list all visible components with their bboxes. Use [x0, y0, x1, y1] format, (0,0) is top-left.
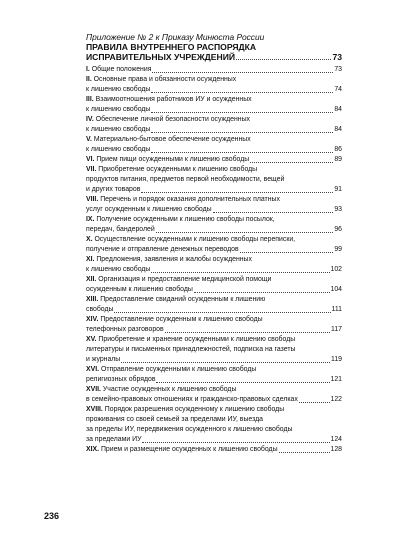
toc-entry-page-number: 119	[331, 356, 342, 363]
toc-entry	[86, 135, 342, 155]
toc-entry-text: в семейно-правовых отношениях и гражданско-правовых сделках	[86, 396, 298, 403]
leader-dots	[151, 272, 329, 273]
title-line-2	[86, 52, 342, 62]
toc-entry-number: XVIII.	[86, 406, 103, 413]
toc-entry-text: и других товаров	[86, 186, 141, 193]
toc-entry-number: II.	[86, 76, 92, 83]
toc-entry-heading-line	[86, 165, 342, 175]
toc-entry-text: передач, бандеролей	[86, 226, 155, 233]
leader-dots	[279, 452, 330, 453]
toc-entry	[86, 115, 342, 135]
toc-entry-text: Перечень и порядок оказания дополнительных платных	[100, 196, 280, 203]
leader-dots	[165, 332, 330, 333]
toc-entry	[86, 335, 342, 365]
toc-entry-text: Общие положения	[91, 66, 152, 73]
toc-entry-text: свободы	[86, 306, 114, 313]
toc-entry-continuation-line	[86, 435, 342, 445]
toc-entry-page-number: 102	[330, 266, 342, 273]
leader-dots	[151, 92, 333, 93]
leader-dots	[151, 112, 333, 113]
toc-entry-text: телефонных разговоров	[86, 326, 164, 333]
toc-entry-text: Обеспечение личной безопасности осужденных	[95, 116, 250, 123]
toc-entry-continuation-line	[86, 345, 342, 355]
toc-entry	[86, 365, 342, 385]
toc-entry-page-number: 124	[330, 436, 342, 443]
toc-entry-text: Приобретение и хранение осужденными к лишению свободы	[98, 336, 296, 343]
toc-entry-text: Приобретение осужденными к лишению свободы	[98, 166, 258, 173]
toc-entry-page-number: 84	[334, 126, 342, 133]
toc-entry-page-number: 93	[334, 206, 342, 213]
toc-entry-text: за пределы ИУ, передвижения осужденного к лишению свободы	[86, 426, 293, 433]
toc-entry	[86, 155, 342, 165]
toc-entry-heading-line	[86, 155, 342, 165]
toc-entry-text: получение и отправление денежных переводов	[86, 246, 239, 253]
toc-entry-text: Получение осужденными к лишению свободы посылок,	[96, 216, 275, 223]
toc-entry-heading-line	[86, 405, 342, 415]
table-of-contents	[86, 32, 342, 455]
toc-entry	[86, 165, 342, 195]
toc-entry-heading-line	[86, 295, 342, 305]
toc-entry-text: Предоставление свиданий осужденным к лишению	[100, 296, 266, 303]
toc-entry-text: Участие осужденных к лишению свободы	[102, 386, 237, 393]
toc-entry-continuation-line	[86, 145, 342, 155]
toc-entry	[86, 445, 342, 455]
toc-entry-text: услуг осужденным к лишению свободы	[86, 206, 212, 213]
toc-entry-number: V.	[86, 136, 92, 143]
toc-entry-continuation-line	[86, 325, 342, 335]
toc-entry-number: XVI.	[86, 366, 100, 373]
toc-entry-continuation-line	[86, 185, 342, 195]
toc-entry-text: проживания со своей семьей за пределами ИУ, выезда	[86, 416, 263, 423]
toc-entry-heading-line	[86, 315, 342, 325]
toc-entry-number: I.	[86, 66, 90, 73]
toc-entry-continuation-line	[86, 395, 342, 405]
toc-entry-page-number: 74	[334, 86, 342, 93]
toc-entry	[86, 255, 342, 275]
toc-entry	[86, 95, 342, 115]
toc-entry-page-number: 121	[330, 376, 342, 383]
toc-entry-text: осужденным к лишению свободы	[86, 286, 193, 293]
toc-entry-number: XIII.	[86, 296, 99, 303]
toc-entry-page-number: 86	[334, 146, 342, 153]
toc-entry-text: Организация и предоставление медицинской помощи	[98, 276, 272, 283]
leader-dots	[194, 292, 330, 293]
toc-entry-text: к лишению свободы	[86, 86, 151, 93]
toc-entry-continuation-line	[86, 105, 342, 115]
leader-dots	[250, 162, 333, 163]
toc-entry-heading-line	[86, 235, 342, 245]
title-line-1: ПРАВИЛА ВНУТРЕННЕГО РАСПОРЯДКА	[86, 42, 257, 52]
toc-entry-continuation-line	[86, 415, 342, 425]
appendix-heading: Приложение № 2 к Приказу Минюста России	[86, 32, 265, 42]
toc-entry-continuation-line	[86, 175, 342, 185]
toc-entry	[86, 75, 342, 95]
toc-entry-number: XI.	[86, 256, 95, 263]
toc-entry	[86, 195, 342, 215]
toc-entry-text: Взаимоотношения работников ИУ и осужденных	[95, 96, 252, 103]
toc-entry-number: XIX.	[86, 446, 100, 453]
toc-entry-heading-line	[86, 385, 342, 395]
leader-dots	[121, 362, 330, 363]
toc-entry-page-number: 91	[334, 186, 342, 193]
leader-dots	[151, 152, 333, 153]
toc-entry-continuation-line	[86, 375, 342, 385]
toc-entry-number: VII.	[86, 166, 97, 173]
toc-entry-heading-line	[86, 255, 342, 265]
toc-entry	[86, 275, 342, 295]
toc-entry-heading-line	[86, 95, 342, 105]
toc-entry-number: XII.	[86, 276, 97, 283]
toc-entry-page-number: 117	[331, 326, 342, 333]
toc-entry-page-number: 96	[334, 226, 342, 233]
toc-entries	[86, 65, 342, 455]
title-page-number: 73	[332, 52, 342, 62]
toc-entry-heading-line	[86, 65, 342, 75]
toc-entry-number: XIV.	[86, 316, 99, 323]
toc-entry-continuation-line	[86, 285, 342, 295]
toc-entry-page-number: 122	[330, 396, 342, 403]
toc-entry-page-number: 99	[334, 246, 342, 253]
leader-dots	[152, 72, 333, 73]
toc-entry-number: IX.	[86, 216, 95, 223]
toc-entry-continuation-line	[86, 85, 342, 95]
toc-entry-number: VI.	[86, 156, 95, 163]
title-line-2-text: ИСПРАВИТЕЛЬНЫХ УЧРЕЖДЕНИЙ	[86, 52, 236, 62]
toc-entry-text: Предоставление осужденным к лишению свободы	[100, 316, 263, 323]
leader-dots	[151, 132, 333, 133]
toc-entry-heading-line	[86, 115, 342, 125]
toc-entry-number: III.	[86, 96, 94, 103]
toc-entry-heading-line	[86, 135, 342, 145]
toc-entry-page-number: 104	[330, 286, 342, 293]
toc-entry-heading-line	[86, 75, 342, 85]
toc-entry	[86, 65, 342, 75]
toc-entry-text: к лишению свободы	[86, 266, 151, 273]
leader-dots	[213, 212, 334, 213]
leader-dots	[142, 442, 329, 443]
leader-dots	[156, 382, 329, 383]
toc-entry	[86, 405, 342, 445]
toc-entry-continuation-line	[86, 305, 342, 315]
toc-entry-page-number: 111	[331, 306, 342, 313]
toc-entry	[86, 385, 342, 405]
toc-entry-continuation-line	[86, 265, 342, 275]
toc-entry-text: религиозных обрядов	[86, 376, 156, 383]
page-number: 236	[44, 511, 60, 521]
leader-dots	[114, 312, 330, 313]
toc-entry-heading-line	[86, 215, 342, 225]
toc-entry-continuation-line	[86, 425, 342, 435]
toc-entry-number: X.	[86, 236, 93, 243]
toc-entry-heading-line	[86, 195, 342, 205]
toc-entry-continuation-line	[86, 245, 342, 255]
toc-entry-text: за пределами ИУ	[86, 436, 142, 443]
toc-entry-continuation-line	[86, 355, 342, 365]
toc-entry-page-number: 84	[334, 106, 342, 113]
toc-entry-number: IV.	[86, 116, 94, 123]
toc-entry-text: Прием пищи осужденными к лишению свободы	[96, 156, 250, 163]
toc-entry	[86, 235, 342, 255]
leader-dots	[299, 402, 330, 403]
toc-entry-heading-line	[86, 365, 342, 375]
toc-entry-text: литературы и письменных принадлежностей, подписка на газеты	[86, 346, 296, 353]
toc-entry-number: XV.	[86, 336, 97, 343]
leader-dots	[156, 232, 334, 233]
toc-entry-number: VIII.	[86, 196, 99, 203]
toc-entry-text: Порядок разрешения осужденному к лишению свободы	[104, 406, 285, 413]
toc-entry-page-number: 128	[330, 446, 342, 453]
leader-dots	[141, 192, 333, 193]
toc-entry-heading-line	[86, 445, 342, 455]
toc-entry-text: и журналы	[86, 356, 121, 363]
toc-entry-text: Материально-бытовое обеспечение осужденных	[93, 136, 251, 143]
toc-entry-heading-line	[86, 275, 342, 285]
toc-entry-text: к лишению свободы	[86, 126, 151, 133]
toc-entry	[86, 315, 342, 335]
toc-entry-number: XVII.	[86, 386, 101, 393]
toc-entry	[86, 215, 342, 235]
toc-entry-text: Осуществление осужденными к лишению свободы переписки,	[94, 236, 296, 243]
toc-entry-page-number: 73	[334, 66, 342, 73]
toc-entry-text: Предложения, заявления и жалобы осужденных	[96, 256, 252, 263]
toc-entry-text: к лишению свободы	[86, 146, 151, 153]
toc-entry-heading-line	[86, 335, 342, 345]
toc-entry-continuation-line	[86, 205, 342, 215]
toc-entry-text: Прием и размещение осужденных к лишению свободы	[100, 446, 278, 453]
leader-dots	[236, 59, 331, 60]
toc-entry-continuation-line	[86, 125, 342, 135]
toc-entry-text: к лишению свободы	[86, 106, 151, 113]
leader-dots	[240, 252, 334, 253]
toc-entry-text: Отправление осужденными к лишению свободы	[100, 366, 257, 373]
toc-entry-continuation-line	[86, 225, 342, 235]
toc-entry-text: Основные права и обязанности осужденных	[93, 76, 237, 83]
toc-entry-text: продуктов питания, предметов первой необходимости, вещей	[86, 176, 285, 183]
toc-entry	[86, 295, 342, 315]
toc-entry-page-number: 89	[334, 156, 342, 163]
